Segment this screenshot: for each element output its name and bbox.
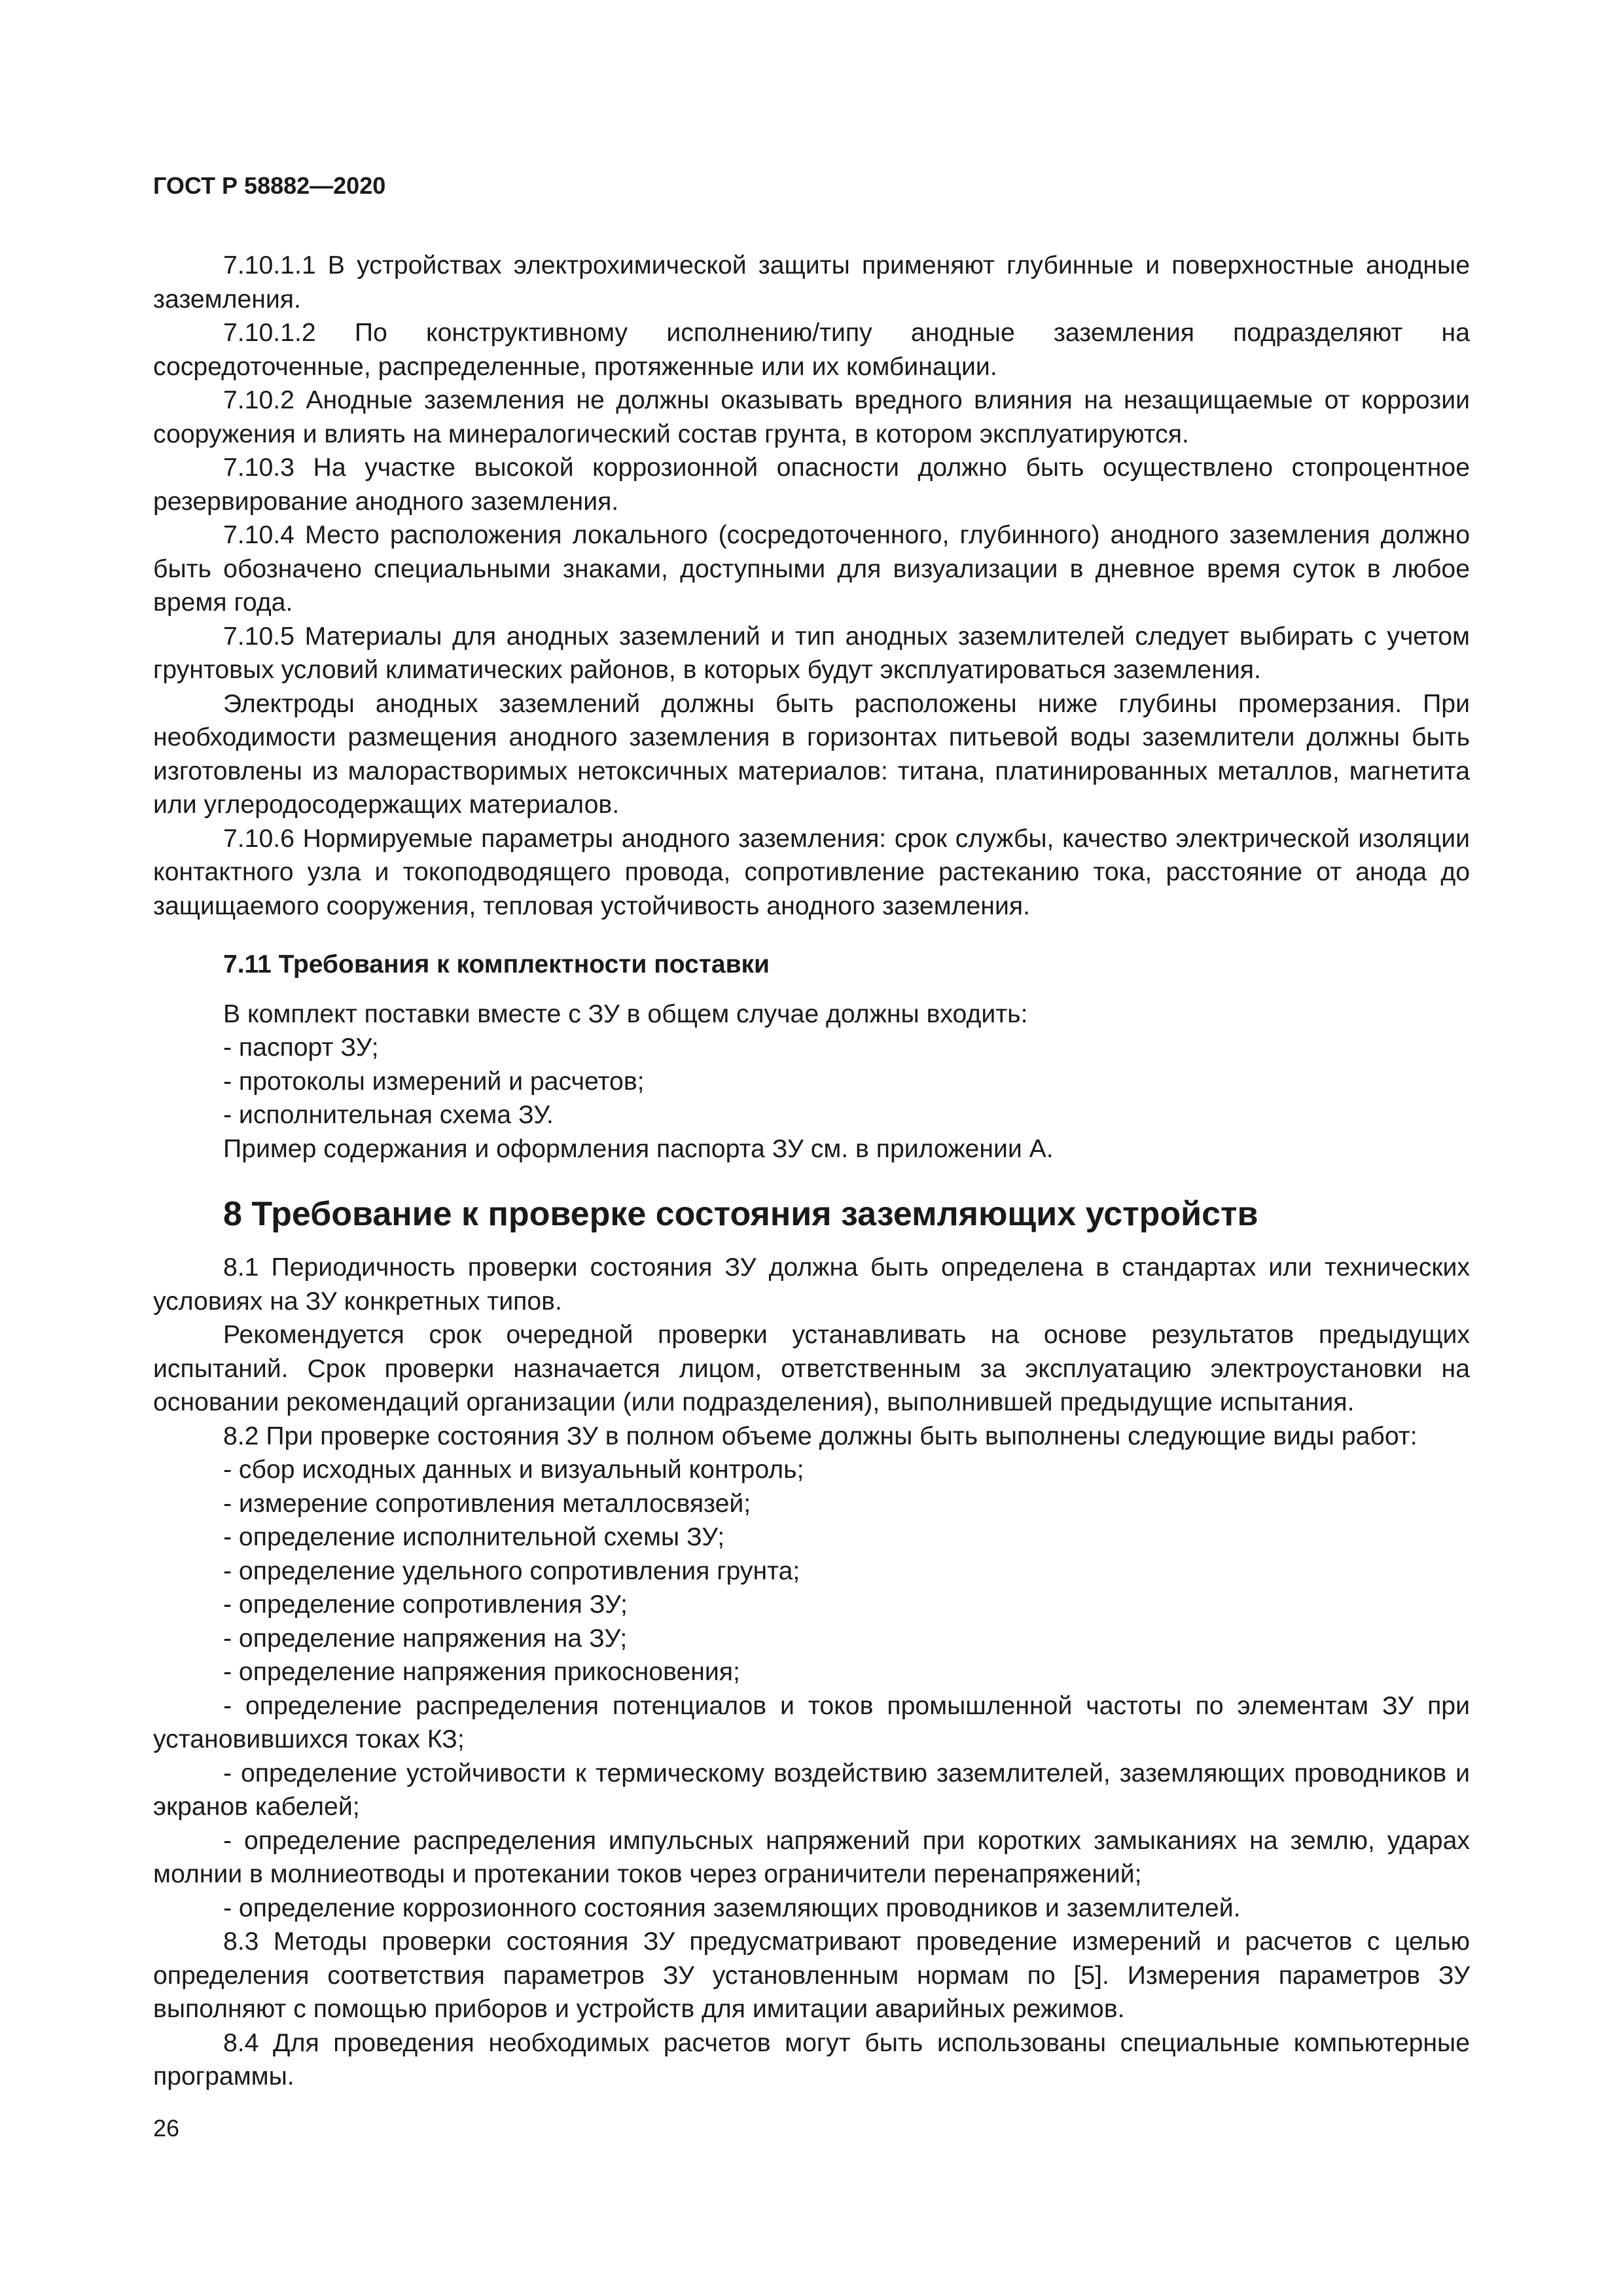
paragraph-recommendation: Рекомендуется срок очередной проверки устанавливать на основе результатов предыдущих испытаний. Срок проверки назначается лицом, ответственным за эксплуатацию электроустановки на основании рекомендаций организации (или подразделения), выполнившей предыдущие испытания. — [153, 1321, 1470, 1416]
list-item: - определение распределения импульсных напряжений при коротких замыканиях на землю, ударах молнии в молниеотводы и протекании токов через ограничители перенапряжений; — [153, 1826, 1470, 1888]
list-item: - определение устойчивости к термическому воздействию заземлителей, заземляющих проводников и экранов кабелей; — [153, 1759, 1470, 1821]
section-7-11-heading: 7.11 Требования к комплектности поставки — [223, 950, 770, 978]
list-item: - определение напряжения на ЗУ; — [223, 1624, 628, 1653]
paragraph-7-10-3: 7.10.3 На участке высокой коррозионной опасности должно быть осуществлено стопроцентное резервирование анодного заземления. — [153, 454, 1470, 516]
document-body — [153, 249, 1470, 2094]
section-7-11-outro: Пример содержания и оформления паспорта ЗУ см. в приложении А. — [223, 1134, 1054, 1163]
paragraph-7-10-4: 7.10.4 Место расположения локального (сосредоточенного, глубинного) анодного заземления должно быть обозначено специальными знаками, доступными для визуализации в дневное время суток в любое время года. — [153, 521, 1470, 617]
list-item: - определение коррозионного состояния заземляющих проводников и заземлителей. — [223, 1893, 1241, 1922]
document-header: ГОСТ Р 58882—2020 — [153, 172, 386, 199]
paragraph-8-1: 8.1 Периодичность проверки состояния ЗУ должна быть определена в стандартах или технических условиях на ЗУ конкретных типов. — [153, 1253, 1470, 1316]
list-item: - измерение сопротивления металлосвязей; — [223, 1489, 751, 1518]
list-item: - протоколы измерений и расчетов; — [223, 1067, 645, 1096]
paragraph-7-10-1-1: 7.10.1.1 В устройствах электрохимической защиты применяют глубинные и поверхностные анодные заземления. — [153, 251, 1470, 314]
list-item: - определение удельного сопротивления грунта; — [223, 1556, 800, 1585]
paragraph-7-10-2: 7.10.2 Анодные заземления не должны оказывать вредного влияния на незащищаемые от коррозии сооружения и влиять на минералогический состав грунта, в котором эксплуатируются. — [153, 386, 1470, 448]
paragraph-7-10-5: 7.10.5 Материалы для анодных заземлений и тип анодных заземлителей следует выбирать с учетом грунтовых условий климатических районов, в которых будут эксплуатироваться заземления. — [153, 622, 1470, 684]
list-item: - определение распределения потенциалов и токов промышленной частоты по элементам ЗУ при установившихся токах КЗ; — [153, 1691, 1470, 1753]
list-item: - определение исполнительной схемы ЗУ; — [223, 1523, 725, 1551]
list-item: - исполнительная схема ЗУ. — [223, 1101, 554, 1129]
list-item: - определение сопротивления ЗУ; — [223, 1590, 628, 1619]
paragraph-8-2: 8.2 При проверке состояния ЗУ в полном объеме должны быть выполнены следующие виды работ: — [223, 1422, 1418, 1450]
section-8-heading: 8 Требование к проверке состояния заземляющих устройств — [223, 1195, 1258, 1233]
paragraph-electrodes: Электроды анодных заземлений должны быть расположены ниже глубины промерзания. При необходимости размещения анодного заземления в горизонтах питьевой воды заземлители должны быть изготовлены из малорастворимых нетоксичных материалов: титана, платинированных металлов, магнетита или углеродосодержащих материалов. — [153, 689, 1470, 819]
paragraph-7-10-6: 7.10.6 Нормируемые параметры анодного заземления: срок службы, качество электрической изоляции контактного узла и токоподводящего провода, сопротивление растеканию тока, расстояние от анода до защищаемого сооружения, тепловая устойчивость анодного заземления. — [153, 824, 1470, 920]
list-item: - сбор исходных данных и визуальный контроль; — [223, 1456, 804, 1484]
paragraph-8-3: 8.3 Методы проверки состояния ЗУ предусматривают проведение измерений и расчетов с целью определения соответствия параметров ЗУ установленным нормам по [5]. Измерения параметров ЗУ выполняют с помощью приборов и устройств для имитации аварийных режимов. — [153, 1928, 1470, 2023]
paragraph-7-10-1-2: 7.10.1.2 По конструктивному исполнению/типу анодные заземления подразделяют на сосредоточенные, распределенные, протяженные или их комбинации. — [153, 319, 1470, 381]
page-number: 26 — [153, 2115, 180, 2142]
section-7-11-intro: В комплект поставки вместе с ЗУ в общем случае должны входить: — [223, 999, 1028, 1028]
list-item: - определение напряжения прикосновения; — [223, 1658, 740, 1686]
paragraph-8-4: 8.4 Для проведения необходимых расчетов могут быть использованы специальные компьютерные программы. — [153, 2028, 1470, 2090]
list-item: - паспорт ЗУ; — [223, 1033, 379, 1062]
